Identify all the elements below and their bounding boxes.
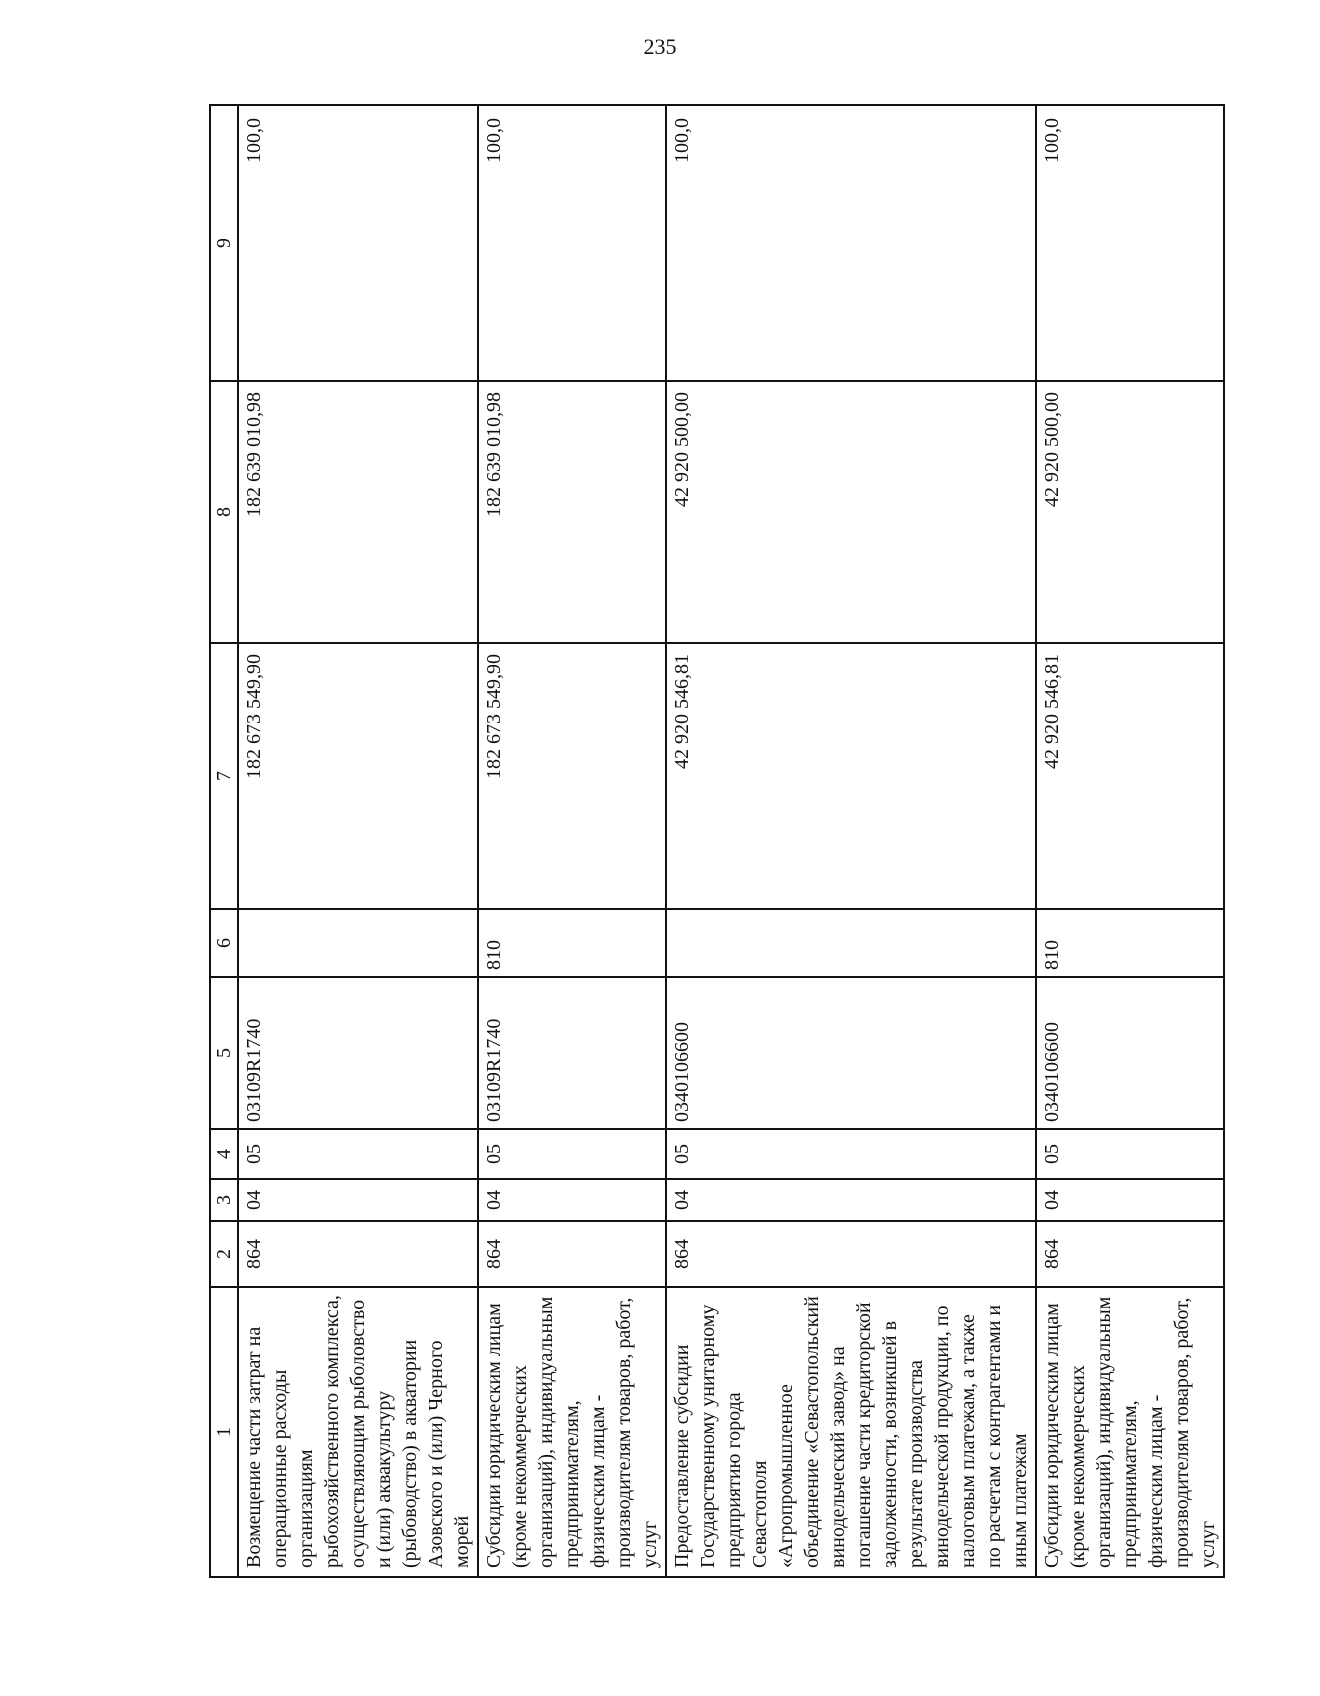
- cell-subsection: 05: [1036, 1129, 1224, 1179]
- row-description: Возмещение части затрат на операционные расходы организациям рыбохозяйственного комплекса, осуществляющим рыболовство и (или) аквакультуру (рыбоводство) в акватории Азовского и (или) Черного морей: [238, 1287, 478, 1577]
- cell-expense-type: 810: [1036, 909, 1224, 977]
- row-description: Предоставление субсидии Государственному унитарному предприятию города Севастополя «Агропромышленное объединение «Севастопольский винодельческий завод» на погашение части кредиторской задолженности, возникшей в результате производства винодельческой продукции, по налоговым платежам, а также по расчетам с контрагентами и иным платежам: [666, 1287, 1036, 1577]
- cell-section: 04: [666, 1179, 1036, 1221]
- cell-expense-type: 810: [478, 909, 666, 977]
- cell-planned-amount: 182 673 549,90: [238, 643, 478, 909]
- cell-executed-amount: 42 920 500,00: [666, 381, 1036, 643]
- cell-section: 04: [478, 1179, 666, 1221]
- cell-planned-amount: 42 920 546,81: [1036, 643, 1224, 909]
- cell-executed-amount: 42 920 500,00: [1036, 381, 1224, 643]
- cell-section: 04: [238, 1179, 478, 1221]
- cell-percent: 100,0: [238, 105, 478, 381]
- col-header-2: 2: [210, 1221, 238, 1287]
- table-row: [1036, 105, 1224, 1577]
- col-header-9: 9: [210, 105, 238, 381]
- cell-percent: 100,0: [666, 105, 1036, 381]
- cell-target-article: 0340106600: [1036, 977, 1224, 1129]
- cell-code: 864: [1036, 1221, 1224, 1287]
- table-row: [666, 105, 1036, 1577]
- row-description: Субсидии юридическим лицам (кроме некоммерческих организаций), индивидуальным предпринимателям, физическим лицам - производителям товаров, работ, услуг: [1036, 1287, 1224, 1577]
- col-header-6: 6: [210, 909, 238, 977]
- cell-target-article: 03109R1740: [478, 977, 666, 1129]
- cell-percent: 100,0: [1036, 105, 1224, 381]
- col-header-3: 3: [210, 1179, 238, 1221]
- cell-subsection: 05: [238, 1129, 478, 1179]
- table-row: [478, 105, 666, 1577]
- cell-executed-amount: 182 639 010,98: [238, 381, 478, 643]
- page-number: 235: [643, 34, 677, 59]
- col-header-1: 1: [210, 1287, 238, 1577]
- cell-code: 864: [666, 1221, 1036, 1287]
- col-header-5: 5: [210, 977, 238, 1129]
- header-row: [210, 105, 238, 1577]
- cell-subsection: 05: [478, 1129, 666, 1179]
- cell-code: 864: [238, 1221, 478, 1287]
- cell-executed-amount: 182 639 010,98: [478, 381, 666, 643]
- cell-expense-type: [666, 909, 1036, 977]
- row-description: Субсидии юридическим лицам (кроме некоммерческих организаций), индивидуальным предпринимателям, физическим лицам - производителям товаров, работ, услуг: [478, 1287, 666, 1577]
- rotated-table-container: [209, 106, 1219, 1578]
- cell-percent: 100,0: [478, 105, 666, 381]
- cell-expense-type: [238, 909, 478, 977]
- col-header-8: 8: [210, 381, 238, 643]
- cell-section: 04: [1036, 1179, 1224, 1221]
- cell-planned-amount: 182 673 549,90: [478, 643, 666, 909]
- cell-target-article: 0340106600: [666, 977, 1036, 1129]
- table-row: [238, 105, 478, 1577]
- col-header-7: 7: [210, 643, 238, 909]
- budget-table: [209, 104, 1225, 1578]
- cell-code: 864: [478, 1221, 666, 1287]
- cell-target-article: 03109R1740: [238, 977, 478, 1129]
- cell-planned-amount: 42 920 546,81: [666, 643, 1036, 909]
- cell-subsection: 05: [666, 1129, 1036, 1179]
- col-header-4: 4: [210, 1129, 238, 1179]
